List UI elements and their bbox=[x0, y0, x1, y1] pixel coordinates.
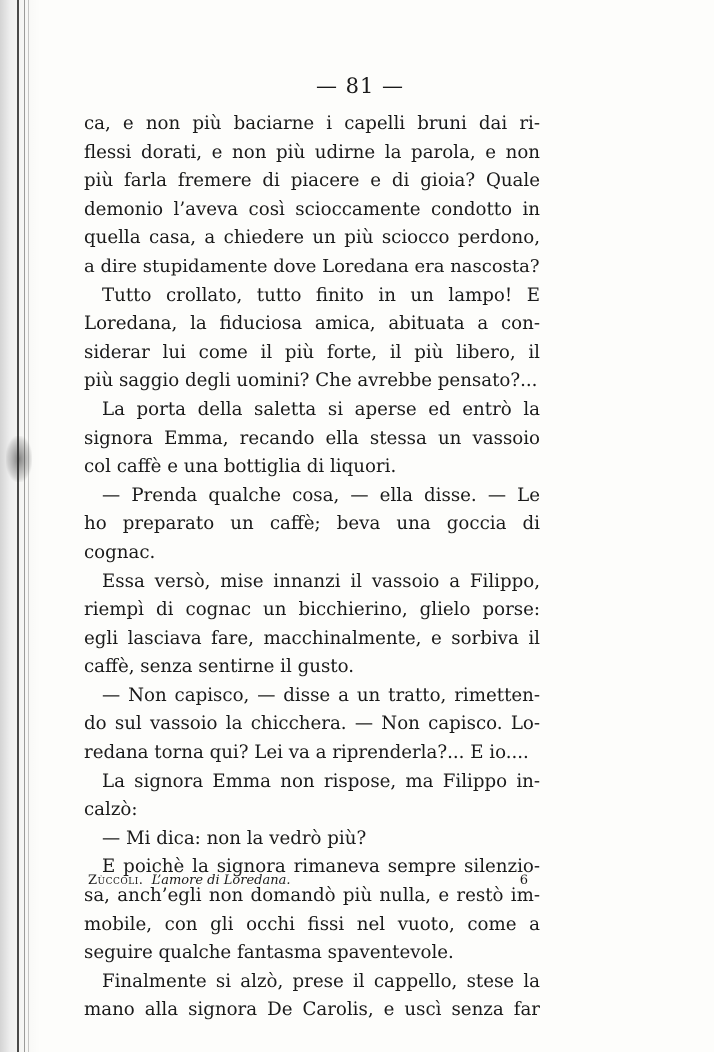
text-line: Essa versò, mise innanzi il vassoio a Filippo, bbox=[102, 570, 540, 592]
text-line: siderar lui come il più forte, il più libero, il bbox=[84, 341, 540, 363]
text-line: do sul vassoio la chicchera. — Non capisco. Lo- bbox=[84, 713, 540, 735]
text-line: seguire qualche fantasma spaventevole. bbox=[84, 942, 454, 964]
footer-citation bbox=[88, 873, 290, 888]
text-line: La signora Emma non rispose, ma Filippo in- bbox=[102, 770, 540, 792]
page-footer bbox=[88, 873, 528, 888]
text-line: più saggio degli uomini? Che avrebbe pensato?... bbox=[84, 370, 538, 392]
text-line: mano alla signora De Carolis, e uscì senza far bbox=[84, 999, 540, 1021]
text-line: Tutto crollato, tutto finito in un lampo! E bbox=[102, 284, 540, 306]
text-line: redana torna qui? Lei va a riprenderla?... E io.... bbox=[84, 742, 529, 764]
text-line: sa, anch’egli non domandò più nulla, e restò im- bbox=[84, 885, 540, 907]
binding-line bbox=[28, 0, 29, 1052]
binding-edge bbox=[0, 0, 40, 1052]
text-line: ca, e non più baciarne i capelli bruni dai ri- bbox=[84, 113, 540, 134]
text-line: a dire stupidamente dove Loredana era nascosta? bbox=[84, 255, 540, 277]
text-line: demonio l’aveva così scioccamente condotto in bbox=[84, 198, 540, 220]
binding-line bbox=[24, 0, 25, 1052]
text-line: — Mi dica: non la vedrò più? bbox=[102, 827, 367, 849]
text-line: — Prenda qualche cosa, — ella disse. — Le bbox=[102, 484, 540, 506]
text-line: cognac. bbox=[84, 541, 156, 563]
text-line: col caffè e una bottiglia di liquori. bbox=[84, 456, 397, 478]
text-line: egli lasciava fare, macchinalmente, e sorbiva il bbox=[84, 627, 540, 649]
text-line: calzò: bbox=[84, 799, 138, 821]
footer-author: Zùccoli. bbox=[88, 873, 144, 888]
text-line: quella casa, a chiedere un più sciocco perdono, bbox=[84, 227, 540, 249]
text-line: E poichè la signora rimaneva sempre silenzio- bbox=[102, 856, 540, 878]
text-line: mobile, con gli occhi fissi nel vuoto, come a bbox=[84, 913, 540, 935]
signature-mark: 6 bbox=[519, 873, 528, 888]
footer-title: L’amore di Loredana. bbox=[151, 873, 291, 888]
text-line: Finalmente si alzò, prese il cappello, stese la bbox=[102, 970, 540, 992]
binding-line bbox=[17, 0, 19, 1052]
text-line: ho preparato un caffè; beva una goccia di bbox=[84, 513, 540, 535]
text-line: flessi dorati, e non più udirne la parola, e non bbox=[84, 141, 540, 163]
binding-stain bbox=[6, 436, 32, 482]
text-line: La porta della saletta si aperse ed entrò la bbox=[102, 398, 540, 420]
text-line: riempì di cognac un bicchierino, glielo porse: bbox=[84, 599, 540, 621]
text-line: — Non capisco, — disse a un tratto, rimetten- bbox=[102, 684, 540, 706]
text-line: signora Emma, recando ella stessa un vassoio bbox=[84, 427, 540, 449]
text-line: più farla fremere di piacere e di gioia? Quale bbox=[84, 170, 540, 192]
text-line: Loredana, la fiduciosa amica, abituata a con- bbox=[84, 313, 540, 335]
text-line: caffè, senza sentirne il gusto. bbox=[84, 656, 355, 678]
page-number: — 81 — bbox=[315, 74, 405, 98]
